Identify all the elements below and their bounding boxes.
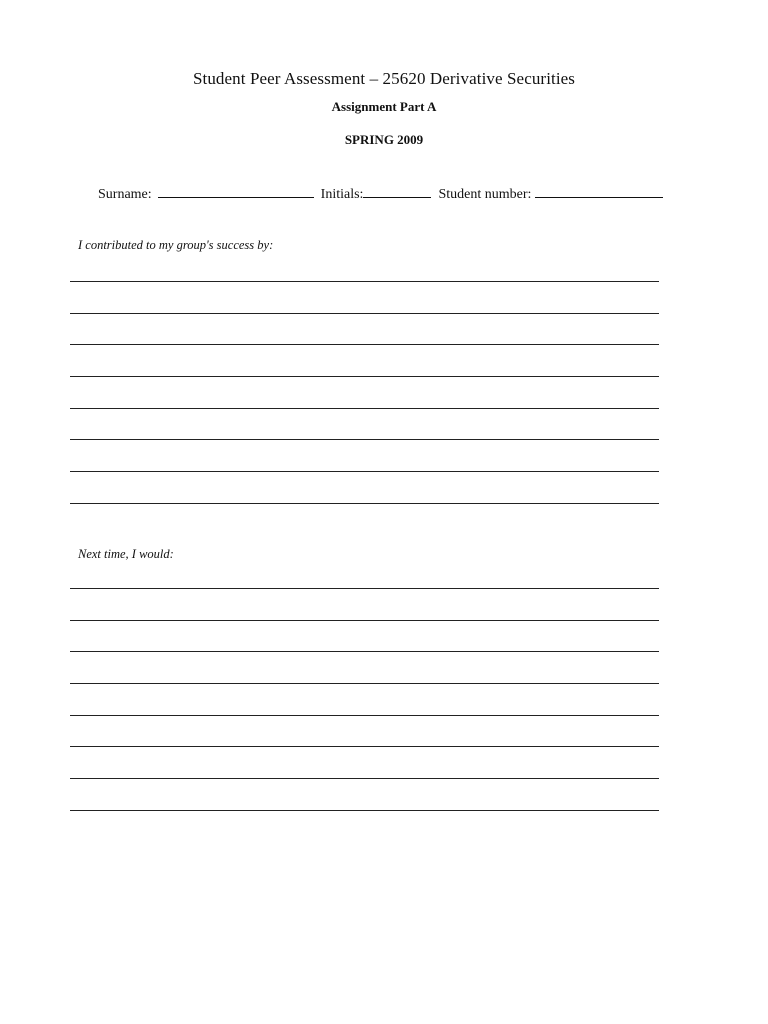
contribution-prompt: I contributed to my group's success by: [78,238,274,252]
writing-line[interactable] [70,503,659,504]
writing-line[interactable] [70,683,659,684]
student-number-label: Student number: [438,187,532,202]
writing-line[interactable] [70,651,659,652]
student-info-row [98,183,663,203]
writing-line[interactable] [70,344,659,345]
initials-blank[interactable] [363,183,431,198]
writing-line[interactable] [70,281,659,282]
surname-blank[interactable] [158,183,314,198]
writing-line[interactable] [70,778,659,779]
writing-line[interactable] [70,715,659,716]
writing-line[interactable] [70,439,659,440]
writing-line[interactable] [70,620,659,621]
writing-line[interactable] [70,313,659,314]
form-subtitle: Assignment Part A [331,99,437,114]
surname-label: Surname: [98,187,152,202]
initials-label: Initials: [320,187,364,202]
form-term: SPRING 2009 [344,132,424,147]
student-number-blank[interactable] [535,183,663,198]
writing-line[interactable] [70,588,659,589]
next-time-writing-lines[interactable] [70,588,659,842]
writing-line[interactable] [70,746,659,747]
next-time-prompt: Next time, I would: [78,547,174,561]
writing-line[interactable] [70,376,659,377]
form-title: Student Peer Assessment – 25620 Derivative Securities [192,69,576,88]
contribution-writing-lines[interactable] [70,281,659,535]
writing-line[interactable] [70,471,659,472]
writing-line[interactable] [70,408,659,409]
writing-line[interactable] [70,810,659,811]
